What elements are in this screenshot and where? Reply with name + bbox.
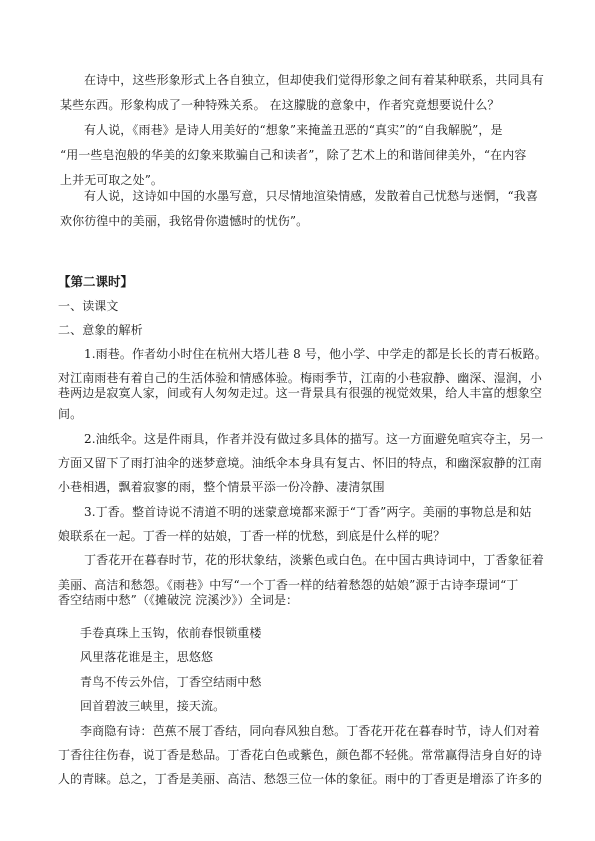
point2-line2: 方面又留下了雨打油伞的迷梦意境。油纸伞本身具有复古、怀旧的特点，和幽深寂静的江南 (58, 456, 543, 470)
intro-p3-line1: 有人说，这诗如中国的水墨写意，只尽情地渲染情感，发散着自己忧愁与迷惘，“我喜 (84, 189, 538, 203)
intro-p1-line2: 某些东西。形象构成了一种特殊关系。 在这朦胧的意象中，作者究竟想要说什么？ (60, 98, 500, 112)
point1-line1: 1.雨巷。作者幼小时住在杭州大塔儿巷 8 号，他小学、中学走的都是长长的青石板路。 (84, 347, 547, 361)
poem-line-4: 回首碧波三峡里，接天流。 (80, 699, 226, 713)
lesson2-heading: 【第二课时】 (58, 274, 134, 289)
intro-p1-line1: 在诗中，这些形象形式上各自独立，但却使我们觉得形象之间有着某种联系，共同具有 (84, 73, 544, 87)
point5-line1: 李商隐有诗：芭蕉不展丁香结，同向春风独自愁。丁香花开花在暮春时节，诗人们对着 (80, 724, 540, 738)
point2-line1: 2.油纸伞。这是件雨具，作者并没有做过多具体的描写。这一方面避免喧宾夺主，另一 (84, 432, 544, 446)
poem-line-1: 手卷真珠上玉钩，依前春恨锁重楼 (80, 626, 262, 640)
point4-line3: 香空结雨中愁”（《摊破浣 浣溪沙》）全词是： (58, 593, 299, 607)
intro-p3-line2: 欢你彷徨中的美丽，我铭骨你遗憾时的忧伤”。 (60, 214, 309, 228)
poem-line-2: 风里落花谁是主，思悠悠 (80, 650, 214, 664)
point5-line2: 丁香往往伤春，说丁香是愁品。丁香花白色或紫色，颜色都不轻佻。常常赢得洁身自好的诗 (58, 748, 543, 762)
point5-line3: 人的青睐。总之，丁香是美丽、高洁、愁怨三位一体的象征。雨中的丁香更是增添了许多的 (58, 772, 543, 786)
outline-item-2: 二、意象的解析 (58, 323, 143, 337)
intro-p2-line2: “用一些皂泡般的华美的幻象来欺骗自己和读者”，除了艺术上的和谐间律美外，“在内容 (60, 148, 527, 162)
point3-line2: 娘联系在一起。丁香一样的姑娘，丁香一样的忧愁，到底是什么样的呢？ (58, 529, 446, 543)
outline-item-1: 一、读课文 (58, 299, 119, 313)
point1-line2: 对江南雨巷有着自己的生活体验和情感体验。梅雨季节，江南的小巷寂静、幽深、湿润，小 (58, 371, 543, 385)
point1-line4: 间。 (58, 407, 83, 421)
point4-line1: 丁香花开在暮春时节，花的形状象结，淡紫色或白色。在中国古典诗词中，丁香象征着 (84, 553, 544, 567)
intro-p2-line1: 有人说，《雨巷》是诗人用美好的“想象”来掩盖丑恶的“真实”的“自我解脱”，是 (84, 123, 503, 137)
poem-line-3: 青鸟不传云外信，丁香空结雨中愁 (80, 675, 262, 689)
point4-line2: 美丽、高洁和愁怨。《雨巷》中写“一个丁香一样的结着愁怨的姑娘”源于古诗李璟词“丁 (58, 578, 519, 592)
point1-line3: 巷两边是寂寞人家，间或有人匆匆走过。这一背景具有很强的视觉效果，给人丰富的想象空 (58, 386, 543, 400)
point2-line3: 小巷相遇，飘着寂寥的雨，整个情景平添一份冷静、凄清氛围 (58, 480, 385, 494)
point3-line1: 3.丁香。整首诗说不清道不明的迷蒙意境都来源于“丁香”两字。美丽的事物总是和姑 (84, 505, 532, 519)
intro-p2-line3: 上并无可取之处”。 (60, 173, 164, 187)
